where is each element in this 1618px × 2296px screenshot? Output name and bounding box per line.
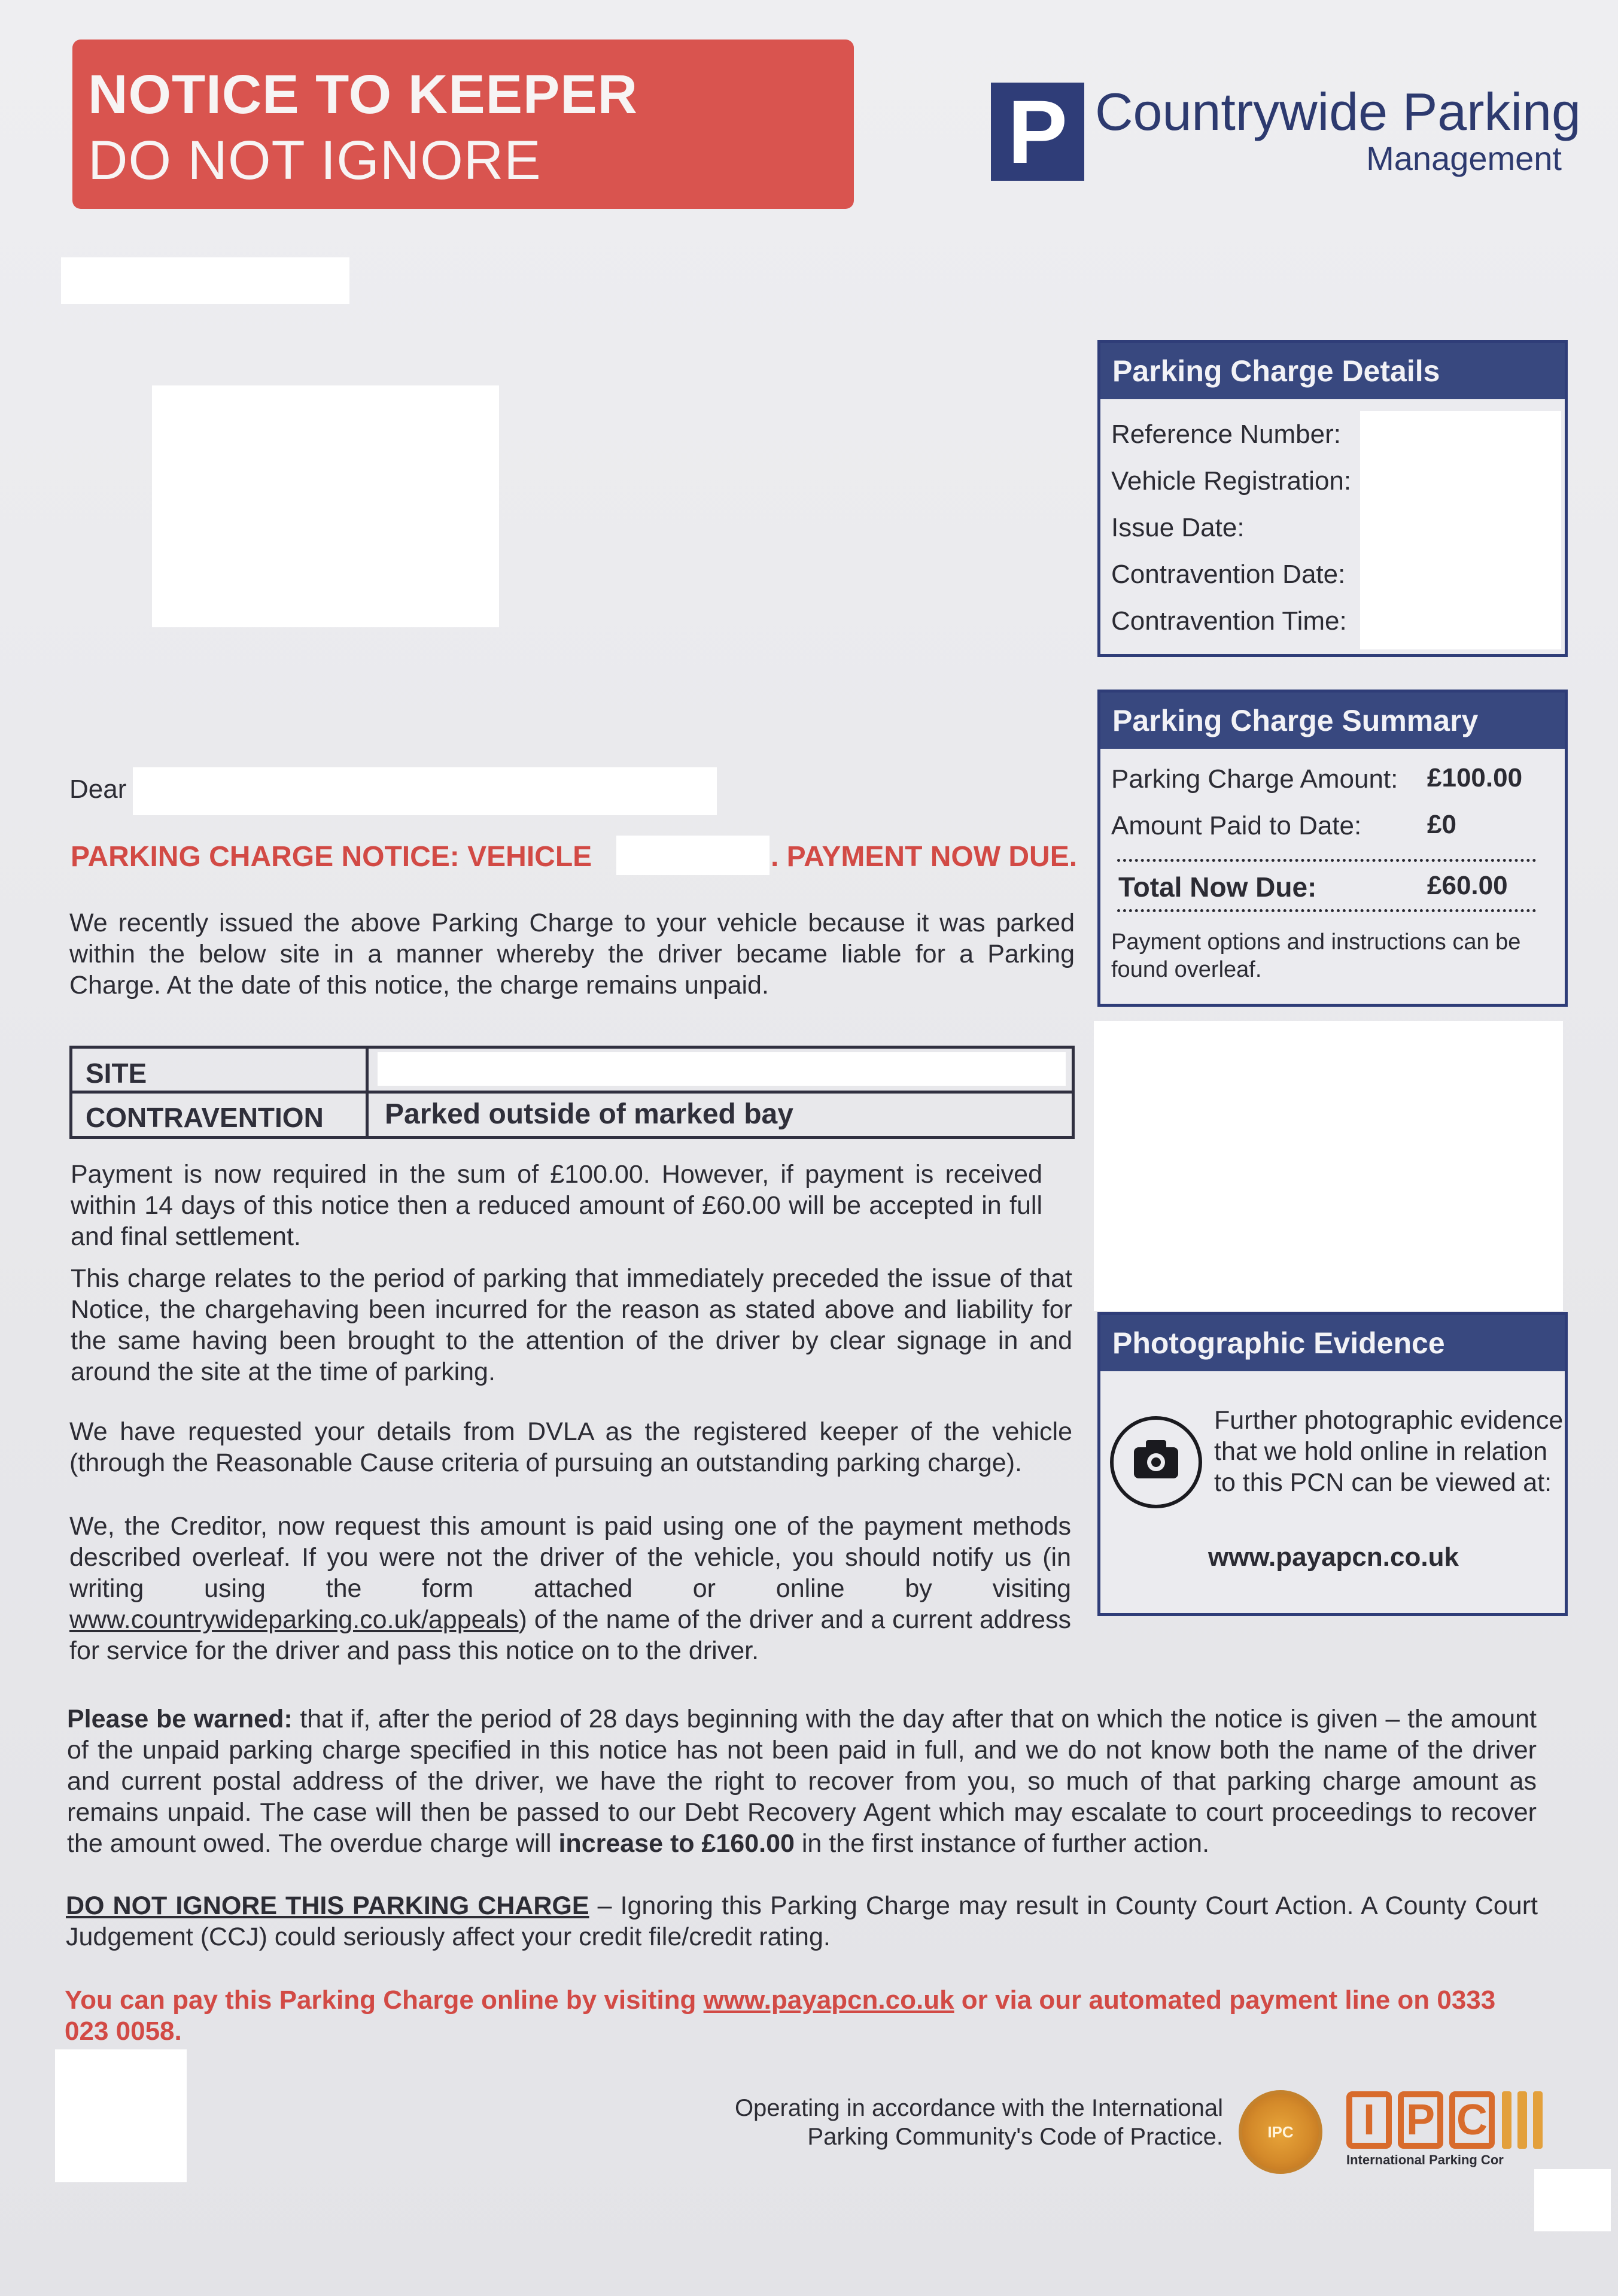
intro-paragraph: We recently issued the above Parking Charge to your vehicle because it was parked within the below site in a manner whereby the driver became liable for a Parking Charge. At the date of this notice, the charge remains unpaid. [69,909,1075,1000]
redacted-block [61,257,349,304]
amount-paid-label: Amount Paid to Date: [1111,811,1362,840]
charge-amount-label: Parking Charge Amount: [1111,764,1398,794]
charge-summary-title: Parking Charge Summary [1100,693,1565,749]
redacted-photo [1094,1021,1563,1311]
warning-label: Please be warned: [67,1705,293,1733]
charge-details-box [1097,340,1568,657]
camera-icon [1110,1416,1202,1508]
pay-online-text-a: You can pay this Parking Charge online by visiting [65,1985,704,2015]
summary-divider-top [1117,859,1536,862]
ipc-bar-3 [1533,2091,1543,2149]
ipc-letter-c: C [1449,2091,1495,2149]
notice-banner [72,40,854,209]
notice-heading-suffix: . PAYMENT NOW DUE. [771,841,1078,873]
parking-logo-icon: P [991,83,1084,181]
photo-evidence-url[interactable]: www.payapcn.co.uk [1208,1542,1459,1572]
total-due-value: £60.00 [1427,871,1508,900]
issue-date-label: Issue Date: [1111,513,1245,542]
warning-increase: increase to £160.00 [558,1829,795,1858]
ipc-seal-icon: IPC [1239,2090,1322,2174]
charge-paragraph: This charge relates to the period of parking that immediately preceded the issue of that Notice, the chargehaving been incurred for the reason as stated above and liability for the same having been brought to the attention of the driver by clear signage in and around the site at the time of parking. [71,1264,1072,1386]
warning-text-b: in the first instance of further action. [794,1829,1210,1858]
redacted-address [152,385,499,627]
contravention-value: Parked outside of marked bay [385,1098,793,1130]
ipc-letter-p: P [1398,2091,1443,2149]
total-due-label: Total Now Due: [1118,871,1317,903]
pay-online-link[interactable]: www.payapcn.co.uk [703,1985,954,2015]
banner-line-1: NOTICE TO KEEPER [88,64,638,125]
ignore-paragraph [66,1890,1538,1952]
pay-online-paragraph [65,1985,1537,2047]
ignore-label: DO NOT IGNORE THIS PARKING CHARGE [66,1891,589,1920]
creditor-paragraph [69,1511,1071,1666]
ipc-bar-1 [1502,2091,1511,2149]
company-subtitle: Management [1366,139,1562,177]
banner-line-2: DO NOT IGNORE [88,130,542,191]
ipc-bar-2 [1517,2091,1527,2149]
ignore-text: – Ignoring this Parking Charge may result in County Court Action. A County Court Judgement (CCJ) could seriously affect your credit file/credit rating. [66,1891,1538,1951]
contravention-date-label: Contravention Date: [1111,560,1346,589]
reference-number-label: Reference Number: [1111,420,1341,449]
charge-amount-value: £100.00 [1427,763,1523,792]
notice-heading-prefix: PARKING CHARGE NOTICE: VEHICLE [71,841,592,873]
dvla-paragraph: We have requested your details from DVLA as the registered keeper of the vehicle (through the Reasonable Cause criteria of pursuing an outstanding parking charge). [69,1417,1072,1477]
site-table [69,1046,1075,1139]
appeals-link[interactable]: www.countrywideparking.co.uk/appeals [69,1605,519,1634]
contravention-label: CONTRAVENTION [86,1102,324,1133]
creditor-text-b: ) of the name of the driver and a current address for service for the driver and pass this notice on to the driver. [69,1605,1071,1665]
ipc-statement-line-1: Operating in accordance with the International [734,2095,1223,2121]
amount-paid-value: £0 [1427,810,1456,839]
ipc-statement-line-2: Parking Community's Code of Practice. [807,2124,1223,2150]
charge-details-title: Parking Charge Details [1100,343,1565,399]
photo-evidence-text: Further photographic evidence that we hold online in relation to this PCN can be viewed at: [1214,1406,1564,1497]
company-name: Countrywide Parking [1095,82,1581,141]
redacted-footer-right [1534,2169,1611,2231]
payment-options-note: Payment options and instructions can be found overleaf. [1111,930,1521,982]
warning-paragraph [67,1703,1537,1859]
charge-summary-box [1097,690,1568,1007]
ipc-tagline: International Parking Cor [1346,2152,1504,2167]
redacted-vehicle [616,836,770,875]
salutation: Dear [69,775,127,804]
redacted-site [378,1052,1066,1086]
summary-divider-bottom [1117,909,1536,912]
contravention-time-label: Contravention Time: [1111,606,1347,636]
warning-text-a: that if, after the period of 28 days beginning with the day after that on which the notice is given – the amount of the unpaid parking charge specified in this notice has not been paid in full, and we do not know both the name of the driver and current postal address of the driver, we have the right to recover from you, so much of that parking charge amount as remains unpaid. The case will then be passed to our Debt Recovery Agent which may escalate to court proceedings to recover the amount owed. The overdue charge will [67,1705,1537,1858]
ipc-letter-i: I [1346,2091,1392,2149]
site-label: SITE [86,1058,147,1089]
pay-online-text-b: or via our automated payment line on 0333 023 0058. [65,1985,1496,2046]
redacted-footer-left [55,2049,187,2182]
photo-evidence-title: Photographic Evidence [1100,1315,1565,1371]
creditor-text-a: We, the Creditor, now request this amount is paid using one of the payment methods described overleaf. If you were not the driver of the vehicle, you should notify us (in writing using the form attached or online by visiting [69,1512,1071,1603]
redacted-name [133,767,717,815]
vehicle-registration-label: Vehicle Registration: [1111,466,1352,496]
payment-paragraph: Payment is now required in the sum of £100.00. However, if payment is received within 14 days of this notice then a reduced amount of £60.00 will be accepted in full and final settlement. [71,1160,1042,1251]
redacted-details [1360,411,1561,649]
